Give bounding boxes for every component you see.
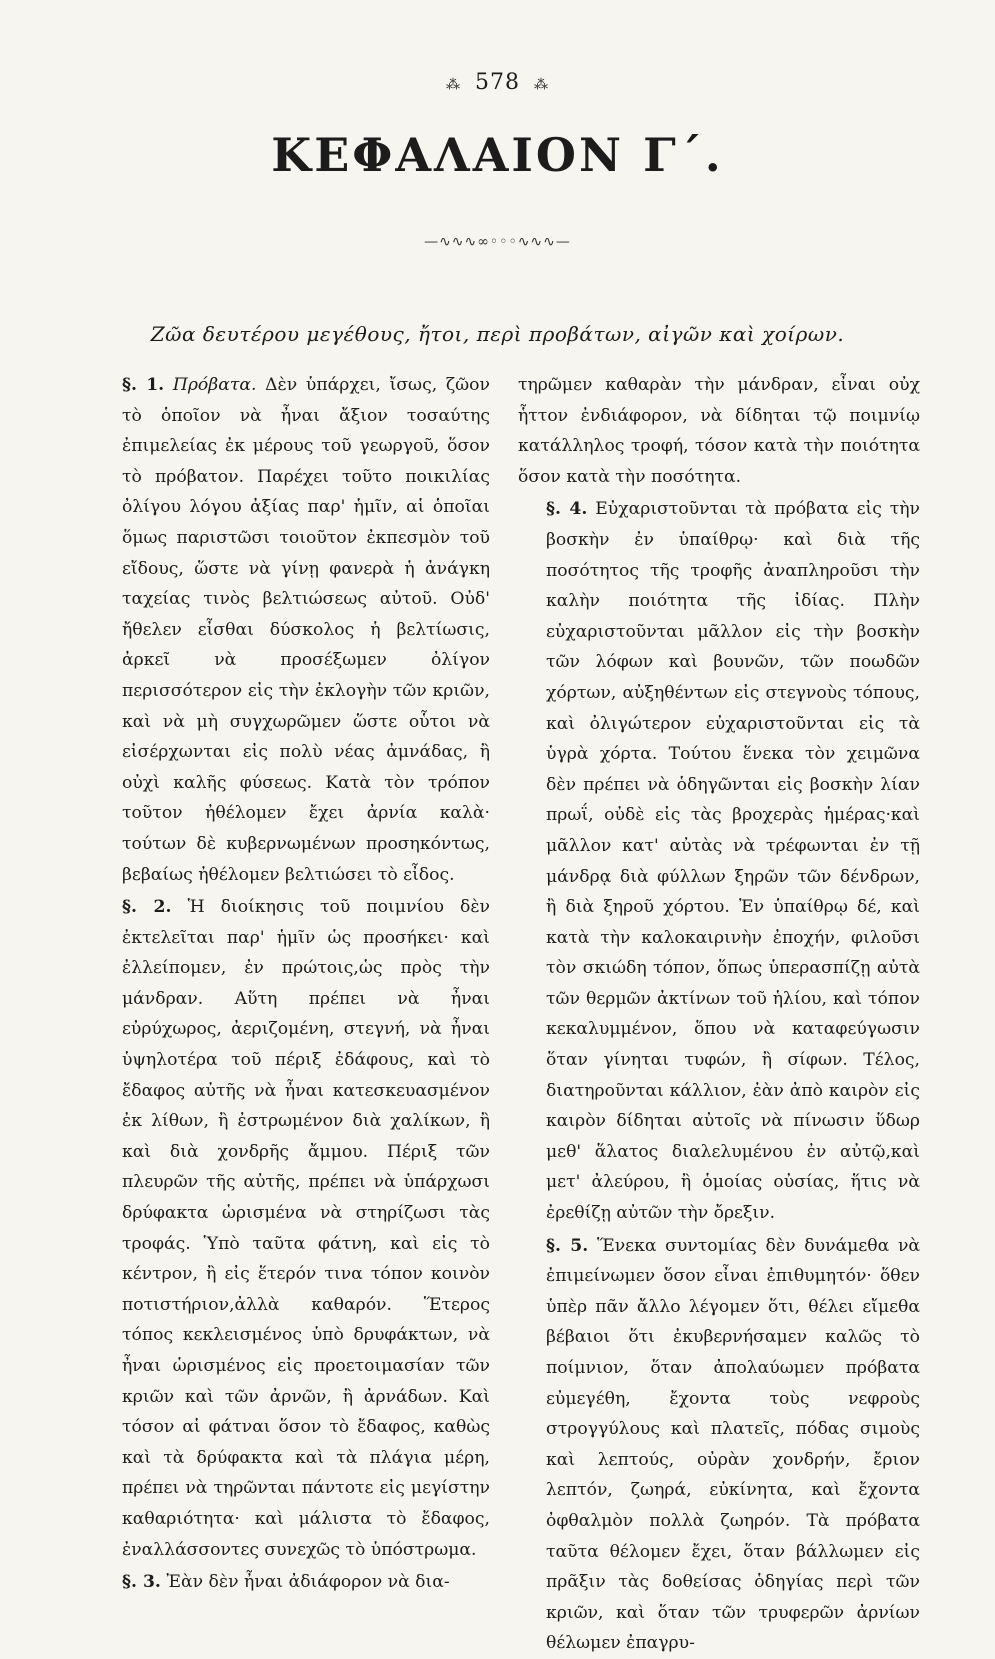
section-number: §. 5. bbox=[546, 1235, 589, 1256]
chapter-subtitle: Ζῶα δευτέρου μεγέθους, ἤτοι, περὶ προβάτων, αἰγῶν καὶ χοίρων. bbox=[150, 322, 845, 346]
page-number-value: 578 bbox=[475, 70, 520, 95]
page-number bbox=[0, 70, 995, 95]
section-text: Ἡ διοίκησις τοῦ ποιμνίου δὲν ἐκτελεῖται παρ' ἡμῖν ὡς προσήκει· καὶ ἐλλείπομεν, ἐν πρώτοις,ὡς πρὸς τὴν μάνδραν. Αὕτη πρέπει νὰ ἦναι εὐρύχωρος, ἀεριζομένη, στεγνή, νὰ ἦναι ὑψηλοτέρα τοῦ πέριξ ἐδάφους, καὶ τὸ ἔδαφος αὐτῆς νὰ ἦναι κατεσκευασμένον ἐκ λίθων, ἢ ἐστρωμένον διὰ χαλίκων, ἢ καὶ διὰ χονδρῆς ἄμμου. Πέριξ τῶν πλευρῶν τῆς αὐτῆς, πρέπει νὰ ὑπάρχωσι δρύφακτα ὡρισμένα νὰ στηρίζωσι τὰς τροφάς. Ὑπὸ ταῦτα φάτνη, καὶ εἰς τὸ κέντρον, ἢ εἰς ἕτερόν τινα τόπον κοινὸν ποτιστήριον,ἀλλὰ καθαρόν. Ἕτερος τόπος κεκλεισμένος ὑπὸ δρυφάκτων, νὰ ἦναι ὡρισμένος εἰς προετοιμασίαν τῶν κριῶν καὶ τῶν ἀρνῶν, ἢ ἀρνάδων. Καὶ τόσον αἱ φάτναι ὅσον τὸ ἔδαφος, καθὼς καὶ τὰ δρύφακτα καὶ τὰ πλάγια μέρη, πρέπει νὰ τηρῶνται πάντοτε εἰς μεγίστην καθαριότητα· καὶ μάλιστα τὸ ἔδαφος, ἐναλλάσσοντες συνεχῶς τὸ ὑπόστρωμα. bbox=[122, 897, 490, 1560]
section-heading: Πρόβατα. bbox=[172, 375, 257, 395]
section-1 bbox=[94, 370, 490, 890]
left-column bbox=[94, 370, 490, 1598]
section-number: §. 4. bbox=[546, 499, 588, 520]
section-text: Δὲν ὑπάρχει, ἴσως, ζῶον τὸ ὁποῖον νὰ ἦναι ἄξιον τοσαύτης ἐπιμελείας ἐκ μέρους τοῦ γεωργοῦ, ὅσον τὸ πρόβατον. Παρέχει τοῦτο ποικιλίας ὀλίγου λόγου ἀξίας παρ' ἡμῖν, αἱ ὁποῖαι ὅμως παριστῶσι τοιοῦτον ἐκπεσμὸν τοῦ εἴδους, ὥστε νὰ γίνῃ φανερὰ ἡ ἀνάγκη ταχείας τινὸς βελτιώσεως αὐτοῦ. Οὐδ' ἤθελεν εἶσθαι δύσκολος ἡ βελτίωσις, ἀρκεῖ νὰ προσέξωμεν ὀλίγον περισσότερον εἰς τὴν ἐκλογὴν τῶν κριῶν, καὶ νὰ μὴ συγχωρῶμεν ὥστε οὗτοι νὰ εἰσέρχωνται εἰς πολὺ νέας ἀμνάδας, ἢ οὐχὶ καλῆς φύσεως. Κατὰ τὸν τρόπον τοῦτον ἠθέλομεν ἔχει ἀρνία καλὰ· τούτων δὲ κυβερνωμένων προσηκόντως, βεβαίως ἠθέλομεν βελτιώσει τὸ εἶδος. bbox=[122, 375, 490, 885]
ornamental-divider: —∿∿∿∞◦◦◦∿∿∿— bbox=[424, 234, 571, 250]
right-column bbox=[518, 370, 920, 1659]
chapter-title: ΚΕΦΑΛΑΙΟΝ Γ΄. bbox=[271, 128, 724, 182]
section-3 bbox=[94, 1567, 490, 1598]
section-5 bbox=[518, 1231, 920, 1659]
section-2 bbox=[94, 892, 490, 1565]
section-text: Ἕνεκα συντομίας δὲν δυνάμεθα νὰ ἐπιμείνωμεν ὅσον εἶναι ἐπιθυμητόν· ὅθεν ὑπὲρ πᾶν ἄλλο λέγομεν ὅτι, θέλει εἴμεθα βέβαιοι ὅτι ἐκυβερνήσαμεν καλῶς τὸ ποίμνιον, ὅταν ἀπολαύωμεν πρόβατα εὐμεγέθη, ἔχοντα τοὺς νεφροὺς στρογγύλους καὶ πλατεῖς, πόδας σιμοὺς καὶ λεπτούς, οὐρὰν χονδρήν, ἔριον λεπτόν, ζωηρά, εὐκίνητα, καὶ ἔχοντα ὀφθαλμὸν πολλὰ ζωηρόν. Τὰ πρόβατα ταῦτα θέλομεν ἔχει, ὅταν βάλλωμεν εἰς πρᾶξιν τὰς δοθείσας ὁδηγίας περὶ τῶν κριῶν, καὶ ὅταν τῶν τρυφερῶν ἀρνίων θέλωμεν ἐπαγρυ- bbox=[546, 1235, 920, 1654]
section-number: §. 1. bbox=[122, 375, 165, 395]
ornament-right: ⁂ bbox=[534, 77, 549, 93]
section-number: §. 2. bbox=[122, 897, 172, 918]
section-number: §. 3. bbox=[122, 1572, 161, 1593]
section-text: τηρῶμεν καθαρὰν τὴν μάνδραν, εἶναι οὐχ ἧττον ἐνδιάφορον, νὰ δίδηται τῷ ποιμνίῳ κατάλληλος τροφή, τόσον κατὰ τὴν ποιότητα ὅσον κατὰ τὴν ποσότητα. bbox=[518, 375, 920, 487]
ornament-left: ⁂ bbox=[446, 77, 461, 93]
section-4 bbox=[518, 494, 920, 1228]
section-text: Ἐὰν δὲν ἦναι ἀδιάφορον νὰ δια- bbox=[166, 1572, 450, 1593]
section-3-continued bbox=[518, 370, 920, 492]
section-text: Εὐχαριστοῦνται τὰ πρόβατα εἰς τὴν βοσκὴν ἐν ὑπαίθρῳ· καὶ διὰ τῆς ποσότητος τῆς τροφῆς ἀναπληροῦσι τὴν καλὴν ποιότητα τῆς ἰδίας. Πλὴν εὐχαριστοῦνται μᾶλλον εἰς τὴν βοσκὴν τῶν λόφων καὶ βουνῶν, τῶν ποωδῶν χόρτων, αὐξηθέντων εἰς στεγνοὺς τόπους, καὶ ὀλιγώτερον εὐχαριστοῦνται εἰς τὰ ὑγρὰ χόρτα. Τούτου ἕνεκα τὸν χειμῶνα δὲν πρέπει νὰ ὁδηγῶνται εἰς βοσκὴν λίαν πρωΐ, οὐδὲ εἰς τὰς βροχερὰς ἡμέρας·καὶ μᾶλλον κατ' αὐτὰς νὰ τρέφωνται ἐν τῇ μάνδρᾳ διὰ φύλλων ξηρῶν τῶν δένδρων, ἢ διὰ ξηροῦ χόρτου. Ἐν ὑπαίθρῳ δέ, καὶ κατὰ τὴν καλοκαιρινὴν ἐποχήν, φιλοῦσι τὸν σκιώδη τόπον, ὅπως ὑπερασπίζῃ αὐτὰ τῶν θερμῶν ἀκτίνων τοῦ ἡλίου, καὶ τόπον κεκαλυμμένον, ὅπου νὰ καταφεύγωσιν ὅταν γίνηται τυφών, ἢ σίφων. Τέλος, διατηροῦνται κάλλιον, ἐὰν ἀπὸ καιρὸν εἰς καιρὸν δίδηται αὐτοῖς νὰ πίνωσιν ὕδωρ μεθ' ἅλατος διαλελυμένου ἐν αὐτῷ,καὶ μετ' ἀλεύρου, ἢ ὁμοίας οὐσίας, ἥτις νὰ ἐρεθίζῃ αὐτῶν τὴν ὄρεξιν. bbox=[546, 499, 920, 1224]
